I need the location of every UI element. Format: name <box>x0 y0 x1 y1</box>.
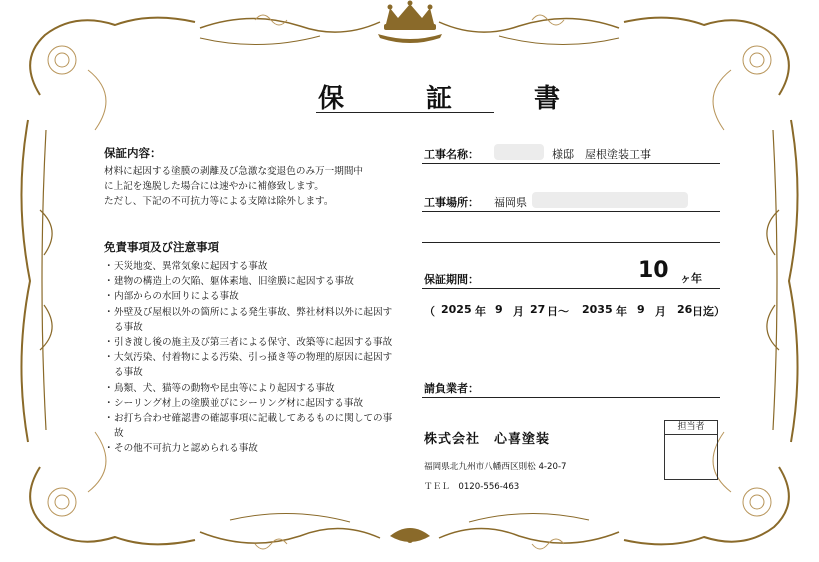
list-item: ・ 天災地変、異常気象に起因する事故 <box>104 259 394 274</box>
start-year-label: 年 <box>475 305 486 318</box>
document-title: 保 証 書 <box>318 84 589 114</box>
list-item: ・ シーリング材上の塗膜並びにシーリング材に起因する事故 <box>104 396 394 411</box>
redacted-address <box>532 192 688 208</box>
guarantee-line-2: に上記を逸脱した場合には速やかに補修致します。 <box>104 181 324 192</box>
location-rule <box>422 211 720 212</box>
guarantee-line-3: ただし、下記の不可抗力等による支障は除外します。 <box>104 196 334 207</box>
end-year-label: 年 <box>616 305 627 318</box>
list-item: ・ 内部からの水回りによる事故 <box>104 289 394 304</box>
company-tel: ＴＥＬ 0120-556-463 <box>424 482 520 492</box>
location-rule-2 <box>422 242 720 243</box>
exemption-list <box>104 259 394 457</box>
start-year: 2025 <box>441 303 472 316</box>
redacted-client-name <box>494 144 544 160</box>
period-open-paren: （ <box>424 305 435 318</box>
location-value: 福岡県 <box>494 196 527 209</box>
start-month: 9 <box>495 303 503 316</box>
guarantee-line-1: 材料に起因する塗膜の剥離及び急激な変退色のみ万一期間中 <box>104 166 364 177</box>
company-address: 福岡県北九州市八幡西区則松 4-20-7 <box>424 462 567 472</box>
list-item: ・ 引き渡し後の施主及び第三者による保守、改築等に起因する事故 <box>104 335 394 350</box>
list-item: ・ 外壁及び屋根以外の箇所による発生事故、弊社材料以外に起因する事故 <box>104 305 394 335</box>
end-month-label: 月 <box>655 305 666 318</box>
title-underline <box>316 112 494 113</box>
end-year: 2035 <box>582 303 613 316</box>
contractor-label: 請負業者： <box>424 382 479 395</box>
end-day: 26 <box>677 303 693 316</box>
exemption-heading: 免責事項及び注意事項 <box>104 240 219 254</box>
end-day-suffix: 日迄） <box>692 305 725 318</box>
warranty-label: 保証期間： <box>424 273 479 286</box>
project-name-label: 工事名称： <box>424 148 479 161</box>
person-in-charge-stamp-box <box>664 420 718 480</box>
warranty-years: 10 <box>638 258 669 283</box>
project-name-value: 様邸 屋根塗装工事 <box>552 148 651 161</box>
list-item: ・ その他不可抗力と認められる事故 <box>104 441 394 456</box>
list-item: ・ 鳥類、犬、猫等の動物や昆虫等により起因する事故 <box>104 381 394 396</box>
list-item: ・ お打ち合わせ確認書の確認事項に記載してあるものに関しての事故 <box>104 411 394 441</box>
list-item: ・ 大気汚染、付着物による汚染、引っ掻き等の物理的原因に起因する事故 <box>104 350 394 380</box>
location-label: 工事場所： <box>424 196 479 209</box>
end-month: 9 <box>637 303 645 316</box>
guarantee-heading: 保証内容： <box>104 146 162 160</box>
start-month-label: 月 <box>513 305 524 318</box>
stamp-box-label: 担当者 <box>665 421 717 435</box>
project-name-rule <box>422 163 720 164</box>
company-name: 株式会社 心喜塗装 <box>424 432 551 447</box>
list-item: ・ 建物の構造上の欠陥、躯体素地、旧塗膜に起因する事故 <box>104 274 394 289</box>
crown-ornament-icon <box>378 1 442 44</box>
start-day: 27 <box>530 303 546 316</box>
contractor-rule <box>422 397 720 398</box>
warranty-unit: ヶ年 <box>680 272 702 285</box>
warranty-rule <box>422 288 720 289</box>
start-day-suffix: 日～ <box>547 305 569 318</box>
